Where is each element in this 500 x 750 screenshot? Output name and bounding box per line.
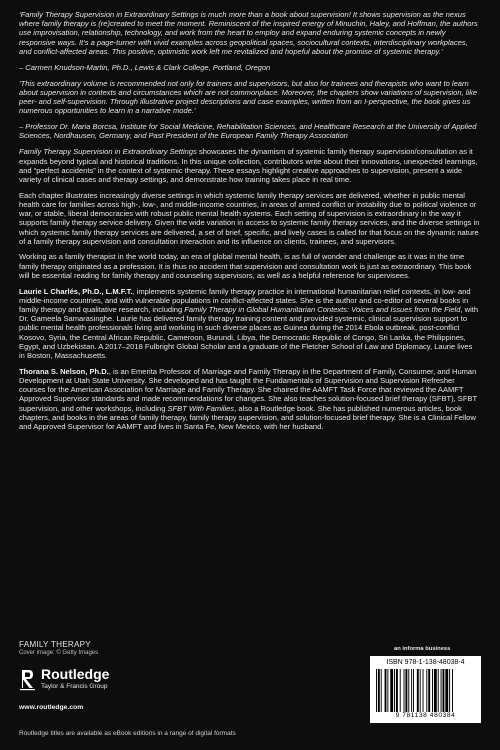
barcode-bar xyxy=(432,669,433,712)
barcode-bar xyxy=(396,669,398,712)
routledge-r-icon xyxy=(19,667,36,691)
ebook-note: Routledge titles are available as eBook editions in a range of digital formats xyxy=(19,730,236,737)
barcode-bar xyxy=(400,669,401,712)
author-name-2: Thorana S. Nelson, Ph.D. xyxy=(19,366,109,376)
barcode-bar xyxy=(441,669,442,712)
bio-text-2a: , is an Emerita Professor of Marriage and Family Therapy in the Department of Family, Consumer, and Human Development at Utah State University. She developed and has taught the Fundamentals of Supervision and Supervision Refresher courses for the American Association for Marriage and Family Therapy. She chaired the AAMFT Task Force that reviewed the AAMFT Approved Supervisor standards and made recommendations for changes. She also teaches solution-focused brief therapy (SFBT), SFBT supervision, and other workshops, including xyxy=(19,366,477,413)
endorsement-quote-2: ‘This extraordinary volume is recommended not only for trainers and supervisors, but also for trainees and therapists who want to learn about supervision in contexts and circumstances which are not commonplace. Moreover, the chapters show variations of supervision, like peer- and self-supervision. Through illustrative project descriptions and case examples, written from an I-perspective, the book gives us numerous opportunities to learn in a narrative mode.’ xyxy=(19,78,478,116)
barcode-bar xyxy=(434,669,437,712)
cover-credit: Cover image: © Getty Images xyxy=(19,650,99,656)
publisher-name: Routledge xyxy=(41,666,110,682)
barcode-bar xyxy=(411,669,412,712)
routledge-logo xyxy=(19,665,159,695)
series-label: FAMILY THERAPY xyxy=(19,640,91,649)
bio-book-title-2: SFBT With Families xyxy=(167,403,235,413)
informa-label: an informa business xyxy=(394,646,451,652)
barcode-bar xyxy=(428,669,430,712)
barcode-bar xyxy=(449,669,450,712)
barcode-bar xyxy=(394,669,395,712)
isbn-text: ISBN 978-1-138-48038-4 xyxy=(386,659,465,666)
barcode-digits: 9 781138 480384 xyxy=(395,712,456,719)
cover-footer xyxy=(0,640,500,750)
barcode-bar xyxy=(420,669,421,712)
description-text-1: showcases the dynamism of systemic family therapy supervision/consultation as it expands beyond typical and historical traditions. In this unique collection, contributors write about their innovations, unexpected learnings, and “perfect accidents” in the context of systemic therapy. These essays highlight creative approaches to supervision, present a wide variety of clinical cases and therapy settings, and demonstrate how training takes place in real time. xyxy=(19,147,478,185)
barcode-bar xyxy=(423,669,424,712)
description-paragraph-3: Working as a family therapist in the world today, an era of global mental health, is as full of wonder and challenge as it was in the time family therapy originated as a profession. It is thus no accident that supervision and consultation work is just as extraordinary. This book will be essential reading for family therapy and counseling supervisors, as well as a helpful reference for supervisees. xyxy=(19,252,472,280)
barcode-bar xyxy=(438,669,439,712)
back-cover-text xyxy=(19,10,480,438)
barcode-bar xyxy=(426,669,427,712)
barcode-bar xyxy=(443,669,445,712)
endorsement-quote-1: ‘Family Therapy Supervision in Extraordinary Settings is much more than a book about supervision! It shows supervision as the nexus where family therapy is (re)created to meet the moment. Reminiscent of the inspired energy of Minuchin, Haley, and Hoffman, the authors use improvisation, relationship, technology, and work from the heart to employ and expand enduring systemic concepts in newly responsive ways. It’s a page-turner with vivid examples across geopolitical spaces, sociocultural contexts, interdisciplinary workplaces, and conflict-affected areas. This positive, optimistic work left me revitalized and hopeful about the promise of systemic therapy.’ xyxy=(19,10,478,56)
barcode-bar xyxy=(413,669,414,712)
barcode-bar xyxy=(387,669,388,712)
endorsement-attribution-2: – Professor Dr. Maria Borcsa, Institute for Social Medicine, Rehabilitation Sciences, and Healthcare Research at the University of Applied Sciences, Nordhausen, Germany, and Past President of the European Family Therapy Association xyxy=(19,122,477,141)
description-paragraph-2: Each chapter illustrates increasingly diverse settings in which systemic family therapy services are delivered, whether in public mental health care for families across high-, low-, and middle-income countries, in areas of armed conflict or instability due to political violence or war, or stable, liberal democracies with robust public mental health systems. Each setting of supervision is extraordinary in the way it supports family therapy service delivery. Given the wide variation in access to systemic family therapy services, and the diverse settings in which systemic family therapy services are delivered, a set of brief, specific, and lively cases is called for that focus on the dynamic nature of a family therapy supervision and consultation interaction and its influence on clients, trainees, and supervisors. xyxy=(19,190,480,246)
author-bio-1 xyxy=(19,287,480,361)
bio-text-1a: , implements systemic family therapy practice in international humanitarian relief contexts, in low- and middle-income countries, and with vulnerable populations in conflict-affected states. She is the author and co-editor of several books in family therapy and qualitative research, including xyxy=(19,286,471,314)
description-paragraph-1 xyxy=(19,147,480,184)
endorsement-attribution-1: – Carmen Knudson-Martin, Ph.D., Lewis & Clark College, Portland, Oregon xyxy=(19,62,271,72)
book-title: Family Therapy Supervision in Extraordinary Settings xyxy=(19,147,197,157)
barcode-bar xyxy=(452,669,453,712)
barcode-bar xyxy=(404,669,405,712)
author-bio-2 xyxy=(19,367,480,431)
barcode-bar xyxy=(417,669,419,712)
barcode-bar xyxy=(408,669,409,712)
barcode-bar xyxy=(378,669,380,712)
barcode-bar xyxy=(385,669,387,712)
bio-book-title-1: Family Therapy in Global Humanitarian Contexts: Voices and Issues from the Field xyxy=(184,304,461,314)
barcode-bar xyxy=(381,669,382,712)
barcode-bar xyxy=(376,669,377,712)
barcode-bar xyxy=(445,669,448,712)
author-name-1: Laurie L Charlés, Ph.D., L.M.F.T. xyxy=(19,286,133,296)
barcode-panel xyxy=(370,656,481,723)
barcode-bar xyxy=(405,669,407,712)
bio-text-2b: , also a Routledge book. She has published numerous articles, book chapters, and books in the areas of family therapy, family therapy supervision, and solution-focused brief therapy. She is a Clinical Fellow and Approved Supervisor for AAMFT and lives in Santa Fe, New Mexico, with her husband. xyxy=(19,403,476,431)
barcode-image xyxy=(374,669,477,712)
publisher-url[interactable]: www.routledge.com xyxy=(19,704,84,711)
barcode-bar xyxy=(390,669,393,712)
bio-text-1b: , with Dr. Gameela Samarasinghe. Laurie has delivered family therapy training content and provided systemic, clinical supervision support to public mental health professionals living and working in such diverse places as Guinea during the 2014 Ebola outbreak, post-conflict Kosovo, Syria, the Central African Republic, Cameroon, Burundi, Libya, the Democratic Republic of Congo, Sri Lanka, the Philippines, Egypt, and Uzbekistan. A 2017–2018 Fulbright Global Scholar and a graduate of the Fletcher School of Law and Diplomacy, Laurie lives in Boston, Massachusetts. xyxy=(19,304,479,360)
publisher-group: Taylor & Francis Group xyxy=(41,683,108,690)
